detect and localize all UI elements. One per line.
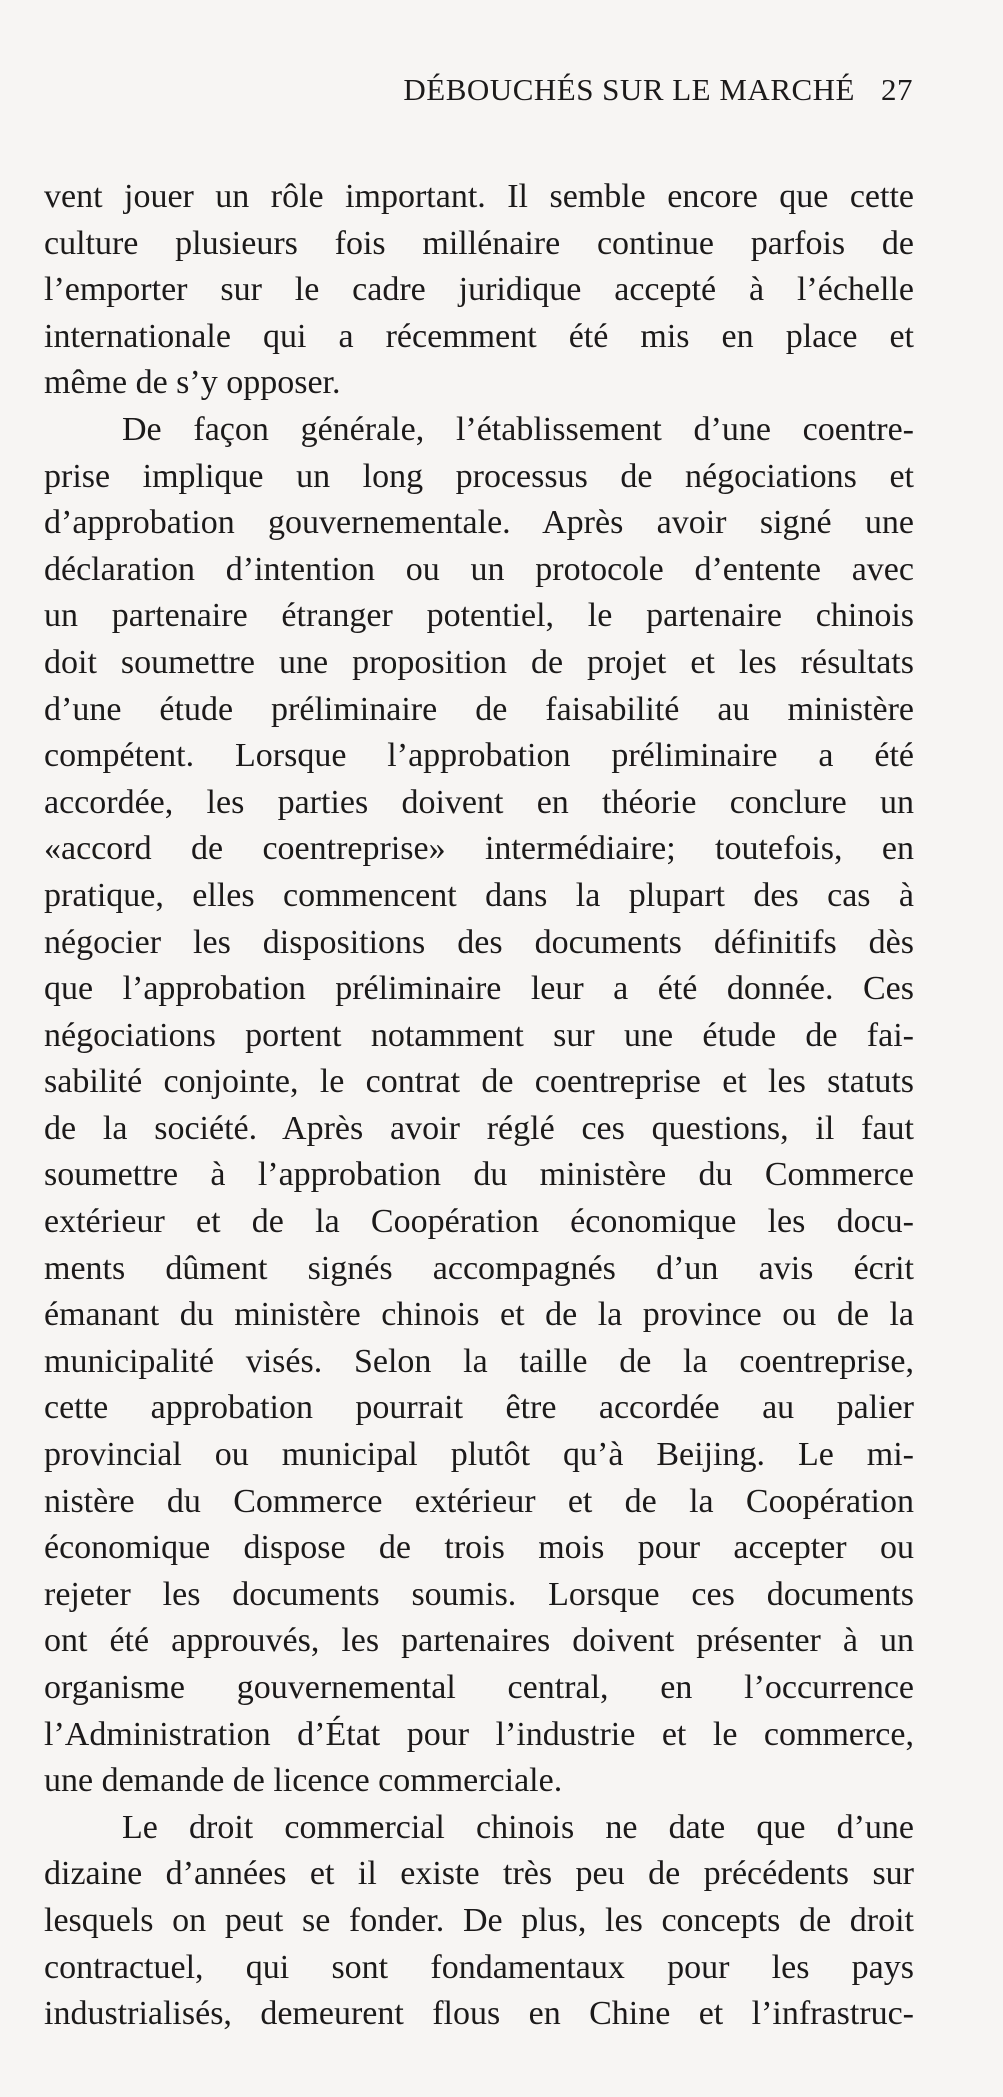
paragraph (44, 1805, 914, 2038)
text-line: économique dispose de trois mois pour accepter ou (44, 1529, 914, 1567)
text-line: d’une étude préliminaire de faisabilité au ministère (44, 690, 914, 728)
text-line: provincial ou municipal plutôt qu’à Beijing. Le mi- (44, 1436, 914, 1474)
text-line: l’Administration d’État pour l’industrie et le commerce, (44, 1715, 914, 1753)
text-line: prise implique un long processus de négociations et (44, 457, 914, 495)
text-line: d’approbation gouvernementale. Après avoir signé une (44, 504, 914, 542)
text-line: que l’approbation préliminaire leur a été donnée. Ces (44, 970, 914, 1008)
paragraph (44, 407, 914, 1805)
text-line: négociations portent notamment sur une étude de fai- (44, 1016, 914, 1054)
text-line: pratique, elles commencent dans la plupart des cas à (44, 876, 914, 914)
text-line: vent jouer un rôle important. Il semble encore que cette (44, 178, 914, 215)
text-line: rejeter les documents soumis. Lorsque ces documents (44, 1575, 914, 1613)
text-line: cette approbation pourrait être accordée au palier (44, 1389, 914, 1427)
text-line: même de s’y opposer. (44, 364, 341, 402)
running-head (403, 72, 913, 108)
text-line: lesquels on peut se fonder. De plus, les concepts de droit (44, 1901, 914, 1939)
text-line: Le droit commercial chinois ne date que d’une (122, 1808, 914, 1846)
text-line: une demande de licence commerciale. (44, 1762, 563, 1800)
text-line: l’emporter sur le cadre juridique accepté à l’échelle (44, 271, 914, 309)
text-line: De façon générale, l’établissement d’une coentre- (122, 410, 914, 448)
text-line: dizaine d’années et il existe très peu de précédents sur (44, 1855, 914, 1893)
text-line: soumettre à l’approbation du ministère du Commerce (44, 1156, 914, 1194)
text-line: accordée, les parties doivent en théorie conclure un (44, 783, 914, 821)
paragraph (44, 174, 914, 407)
text-line: doit soumettre une proposition de projet et les résultats (44, 643, 914, 681)
text-line: émanant du ministère chinois et de la province ou de la (44, 1296, 914, 1334)
text-line: internationale qui a récemment été mis en place et (44, 317, 914, 355)
text-line: déclaration d’intention ou un protocole d’entente avec (44, 550, 914, 588)
text-line: contractuel, qui sont fondamentaux pour les pays (44, 1948, 914, 1986)
running-title: DÉBOUCHÉS SUR LE MARCHÉ (403, 72, 855, 107)
text-line: organisme gouvernemental central, en l’occurrence (44, 1669, 914, 1706)
text-line: négocier les dispositions des documents définitifs dès (44, 923, 914, 961)
text-line: culture plusieurs fois millénaire continue parfois de (44, 224, 914, 262)
text-line: extérieur et de la Coopération économique les docu- (44, 1203, 914, 1241)
text-line: nistère du Commerce extérieur et de la Coopération (44, 1482, 914, 1520)
text-line: municipalité visés. Selon la taille de la coentreprise, (44, 1342, 914, 1380)
page-number: 27 (881, 72, 913, 107)
text-line: un partenaire étranger potentiel, le partenaire chinois (44, 597, 914, 635)
text-line: sabilité conjointe, le contrat de coentreprise et les statuts (44, 1063, 914, 1101)
text-line: de la société. Après avoir réglé ces questions, il faut (44, 1109, 914, 1147)
body-text (44, 174, 914, 2038)
text-line: ments dûment signés accompagnés d’un avis écrit (44, 1249, 914, 1287)
text-line: industrialisés, demeurent flous en Chine et l’infrastruc- (44, 1995, 914, 2033)
text-line: compétent. Lorsque l’approbation préliminaire a été (44, 737, 914, 775)
text-line: ont été approuvés, les partenaires doivent présenter à un (44, 1622, 914, 1660)
text-line: «accord de coentreprise» intermédiaire; toutefois, en (44, 830, 914, 868)
